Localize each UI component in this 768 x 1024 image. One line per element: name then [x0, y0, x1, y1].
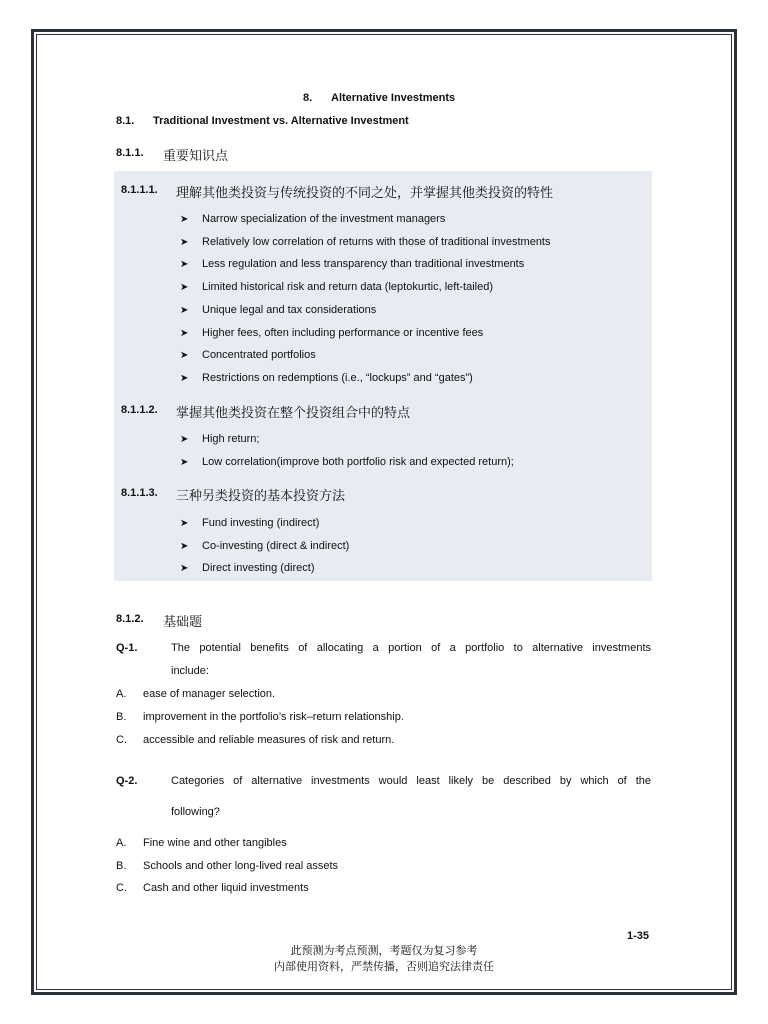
basics-title: 基础题	[163, 614, 203, 629]
footer-line-2: 内部使用资料，严禁传播，否则追究法律责任	[274, 961, 494, 973]
arrow-bullet-icon: ➤	[180, 518, 189, 529]
arrow-bullet-icon: ➤	[180, 259, 189, 270]
point-1-number: 8.1.1.1.	[121, 184, 158, 196]
subsection-title: Traditional Investment vs. Alternative Investment	[153, 115, 409, 127]
option-letter: A.	[116, 688, 127, 700]
question-2-label: Q-2.	[116, 775, 138, 787]
arrow-bullet-icon: ➤	[180, 350, 189, 361]
option-letter: C.	[116, 882, 127, 894]
option-letter: B.	[116, 711, 127, 723]
list-item: ➤ Co-investing (direct & indirect)	[180, 540, 350, 552]
arrow-bullet-icon: ➤	[180, 237, 189, 248]
list-item: ➤ High return;	[180, 433, 260, 445]
question-1-text-cont: include:	[171, 665, 209, 677]
section-number: 8.	[303, 92, 313, 104]
basics-number: 8.1.2.	[116, 613, 144, 625]
point-2-number: 8.1.1.2.	[121, 404, 158, 416]
arrow-bullet-icon: ➤	[180, 457, 189, 468]
section-title: Alternative Investments	[331, 92, 456, 104]
question-1-label: Q-1.	[116, 642, 138, 654]
option-text: improvement in the portfolio’s risk–return relationship.	[143, 711, 404, 723]
option-text: Cash and other liquid investments	[143, 882, 309, 894]
option-text: accessible and reliable measures of risk and return.	[143, 734, 395, 746]
arrow-bullet-icon: ➤	[180, 305, 189, 316]
page-number: 1-35	[627, 930, 650, 942]
list-item: ➤ Narrow specialization of the investment managers	[180, 213, 446, 225]
subsection-number: 8.1.	[116, 115, 135, 127]
option-letter: B.	[116, 860, 127, 872]
option-text: ease of manager selection.	[143, 688, 276, 700]
arrow-bullet-icon: ➤	[180, 563, 189, 574]
arrow-bullet-icon: ➤	[180, 373, 189, 384]
question-1-text: The potential benefits of allocating a portion of a portfolio to alternative investments	[171, 642, 651, 654]
question-2-text: Categories of alternative investments would least likely be described by which of the	[171, 775, 651, 787]
option-letter: C.	[116, 734, 127, 746]
list-item: ➤ Higher fees, often including performance or incentive fees	[180, 327, 484, 339]
option-text: Fine wine and other tangibles	[143, 837, 287, 849]
option-text: Schools and other long-lived real assets	[143, 860, 339, 872]
arrow-bullet-icon: ➤	[180, 282, 189, 293]
knowledge-number: 8.1.1.	[116, 147, 144, 159]
option-letter: A.	[116, 837, 127, 849]
point-2-title: 掌握其他类投资在整个投资组合中的特点	[176, 405, 411, 420]
list-item: ➤ Fund investing (indirect)	[180, 517, 320, 529]
list-item: ➤ Low correlation(improve both portfolio risk and expected return);	[180, 456, 514, 468]
list-item: ➤ Relatively low correlation of returns with those of traditional investments	[180, 236, 551, 248]
list-item: ➤ Unique legal and tax considerations	[180, 304, 377, 316]
list-item: ➤ Direct investing (direct)	[180, 562, 315, 574]
list-item: ➤ Limited historical risk and return data (leptokurtic, left-tailed)	[180, 281, 494, 293]
arrow-bullet-icon: ➤	[180, 328, 189, 339]
list-item: ➤ Restrictions on redemptions (i.e., “lockups” and “gates”)	[180, 372, 473, 384]
point-3-number: 8.1.1.3.	[121, 487, 158, 499]
arrow-bullet-icon: ➤	[180, 214, 189, 225]
footer-line-1: 此预测为考点预测，考题仅为复习参考	[290, 945, 478, 957]
point-3-title: 三种另类投资的基本投资方法	[176, 488, 346, 503]
question-2-text-cont: following?	[171, 806, 220, 818]
list-item: ➤ Concentrated portfolios	[180, 349, 316, 361]
knowledge-title: 重要知识点	[163, 148, 229, 163]
list-item: ➤ Less regulation and less transparency than traditional investments	[180, 258, 525, 270]
point-1-title: 理解其他类投资与传统投资的不同之处，并掌握其他类投资的特性	[176, 185, 554, 200]
arrow-bullet-icon: ➤	[180, 541, 189, 552]
arrow-bullet-icon: ➤	[180, 434, 189, 445]
